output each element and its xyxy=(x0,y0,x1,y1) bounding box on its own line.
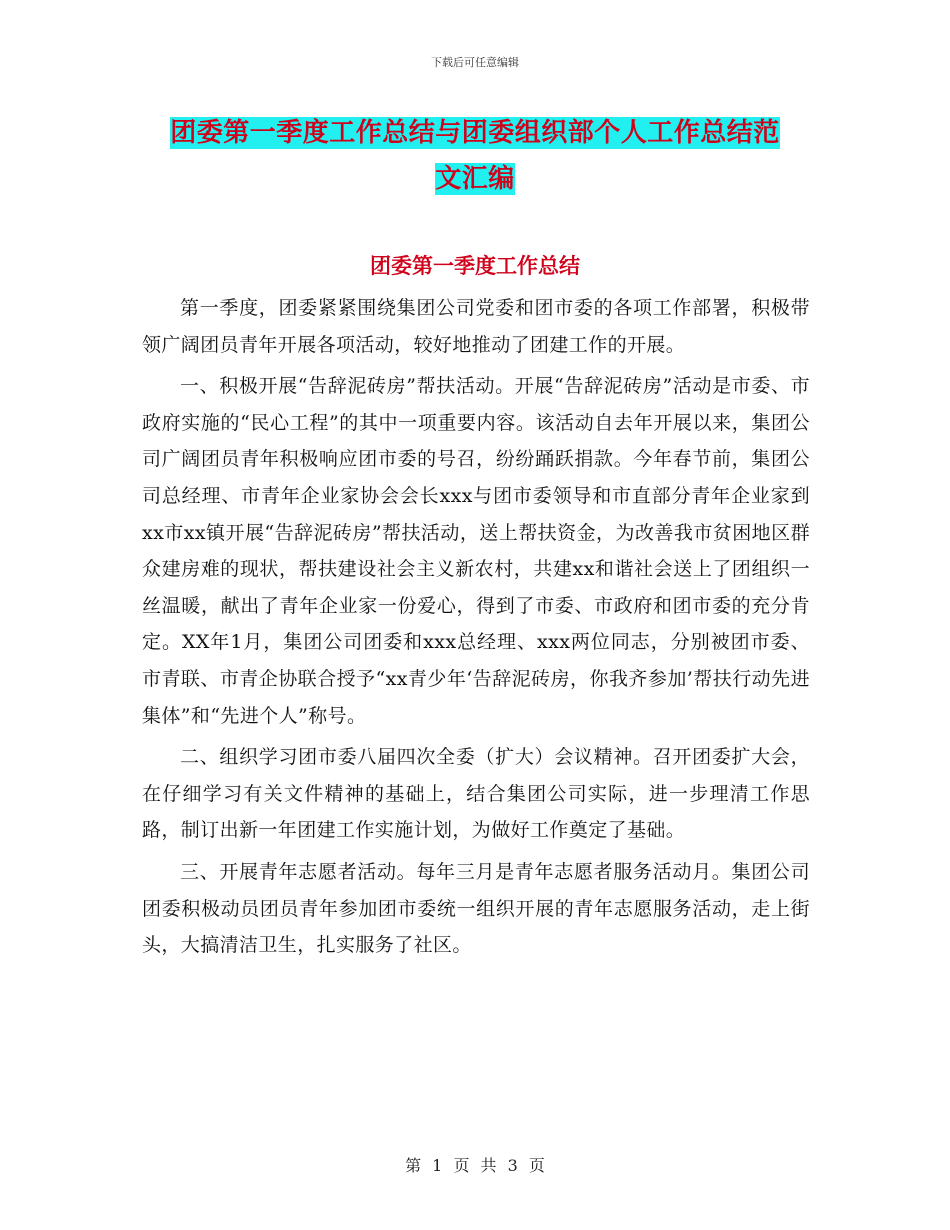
document-title xyxy=(140,110,810,202)
document-body xyxy=(142,290,810,969)
paragraph-item-3: 三、开展青年志愿者活动。每年三月是青年志愿者服务活动月。集团公司团委积极动员团员青年参加团市委统一组织开展的青年志愿服务活动，走上街头，大搞清洁卫生，扎实服务了社区。 xyxy=(142,860,810,957)
page-footer: 第 1 页 共 3 页 xyxy=(405,1156,545,1175)
paragraph-item-1: 一、积极开展“告辞泥砖房”帮扶活动。开展“告辞泥砖房”活动是市委、市政府实施的“民心工程”的其中一项重要内容。该活动自去年开展以来，集团公司广阔团员青年积极响应团市委的号召，纷纷踊跃捐款。今年春节前，集团公司总经理、市青年企业家协会会长xxx与团市委领导和市直部分青年企业家到xx市xx镇开展“告辞泥砖房”帮扶活动，送上帮扶资金，为改善我市贫困地区群众建房难的现状，帮扶建设社会主义新农村，共建xx和谐社会送上了团组织一丝温暖，献出了青年企业家一份爱心，得到了市委、市政府和团市委的充分肯定。XX年1月，集团公司团委和xxx总经理、xxx两位同志，分别被团市委、市青联、市青企协联合授予“xx青少年‘告辞泥砖房，你我齐参加’帮扶行动先进集体”和“先进个人”称号。 xyxy=(142,375,810,727)
header-note: 下载后可任意编辑 xyxy=(431,56,519,69)
paragraph-intro: 第一季度，团委紧紧围绕集团公司党委和团市委的各项工作部署，积极带领广阔团员青年开展各项活动，较好地推动了团建工作的开展。 xyxy=(142,297,810,356)
document-title-line2: 文汇编 xyxy=(435,164,515,194)
paragraph-item-2: 二、组织学习团市委八届四次全委（扩大）会议精神。召开团委扩大会，在仔细学习有关文件精神的基础上，结合集团公司实际，进一步理清工作思路，制订出新一年团建工作实施计划，为做好工作奠定了基础。 xyxy=(142,746,810,842)
document-title-line1: 团委第一季度工作总结与团委组织部个人工作总结范 xyxy=(170,118,780,148)
section-title: 团委第一季度工作总结 xyxy=(370,254,580,278)
